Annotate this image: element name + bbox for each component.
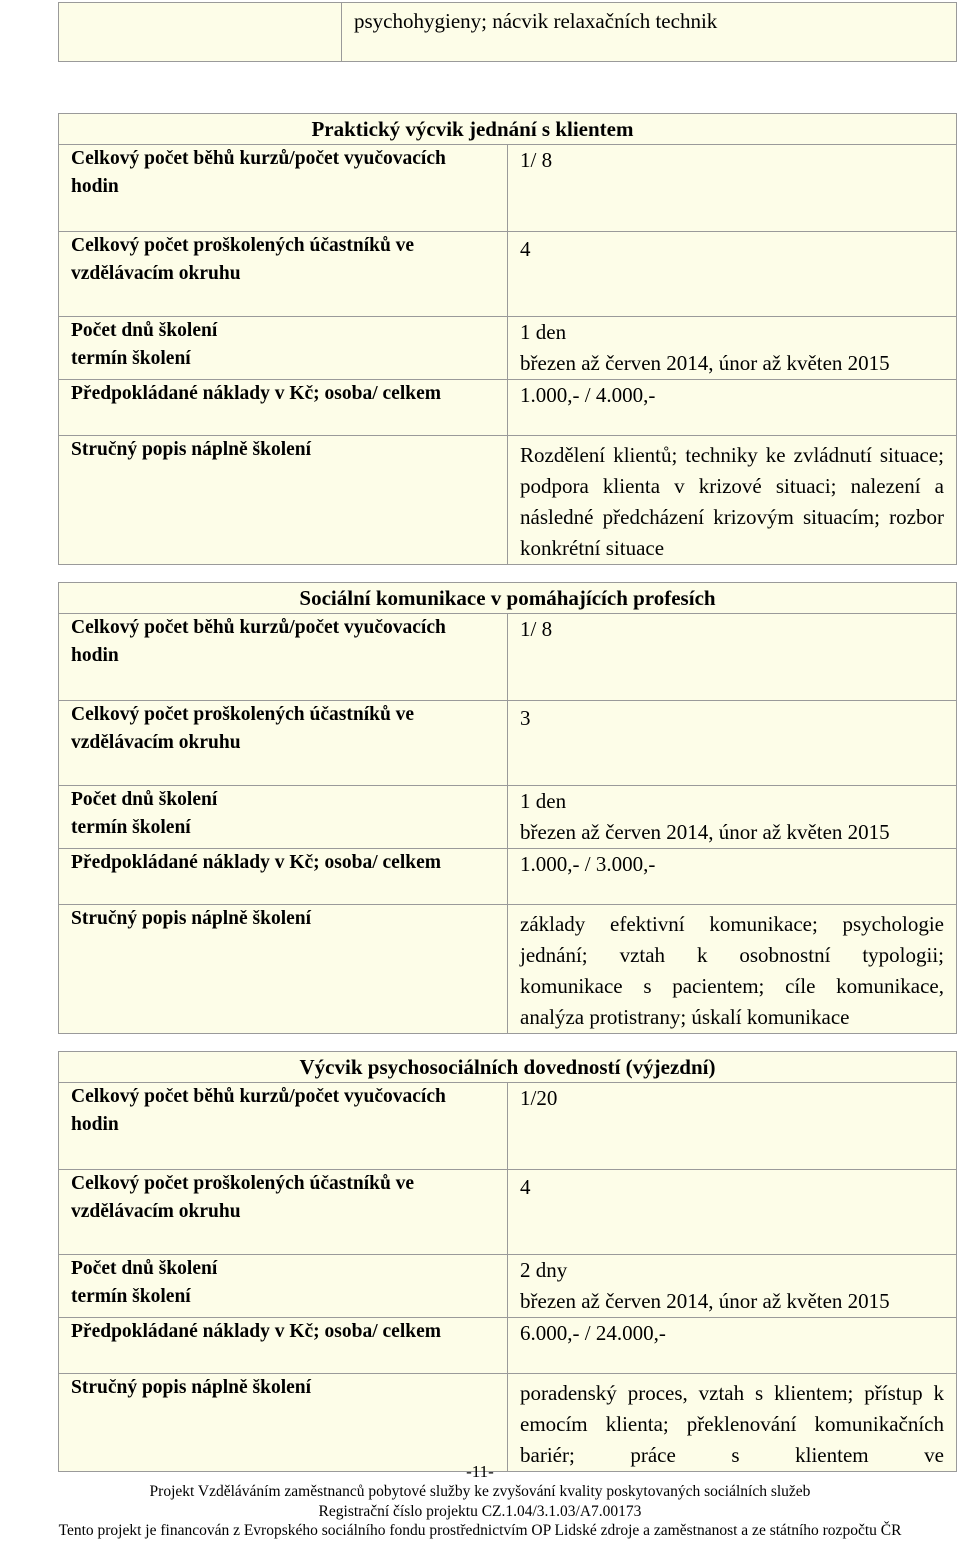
description-value: poradenský proces, vztah s klientem; přístup k emocím klienta; překlenování komunikačních bariér; práce s klientem ve — [508, 1374, 957, 1472]
footer-funding: Tento projekt je financován z Evropského sociálního fondu prostřednictvím OP Lidské zdroje a zaměstnanost a ze státního rozpočtu ČR — [58, 1522, 902, 1539]
participants-label: Celkový počet proškolených účastníků ve vzdělávacím okruhu — [59, 232, 508, 317]
days-value: 1 den — [520, 789, 567, 813]
runs-label: Celkový počet běhů kurzů/počet vyučovacích hodin — [59, 145, 508, 232]
days-label: Počet dnů školení — [71, 1258, 218, 1279]
term-value: březen až červen 2014, únor až květen 2015 — [520, 820, 890, 844]
term-label: termín školení — [71, 1286, 191, 1307]
days-value: 1 den — [520, 320, 567, 344]
participants-value: 3 — [508, 701, 957, 786]
costs-label: Předpokládané náklady v Kč; osoba/ celkem — [59, 380, 508, 436]
term-value: březen až červen 2014, únor až květen 2015 — [520, 351, 890, 375]
participants-label: Celkový počet proškolených účastníků ve vzdělávacím okruhu — [59, 1170, 508, 1255]
description-value: základy efektivní komunikace; psychologie jednání; vztah k osobnostní typologii; komunikace s pacientem; cíle komunikace, analýza protistrany; úskalí komunikace — [508, 905, 957, 1034]
course-table-2 — [58, 582, 957, 1034]
course-title: Praktický výcvik jednání s klientem — [59, 114, 957, 145]
days-label: Počet dnů školení — [71, 789, 218, 810]
runs-value: 1/ 8 — [508, 145, 957, 232]
description-label: Stručný popis náplně školení — [59, 905, 508, 1034]
description-label: Stručný popis náplně školení — [59, 1374, 508, 1472]
description-value: Rozdělení klientů; techniky ke zvládnutí situace; podpora klienta v krizové situaci; nalezení a následné předcházení krizovým situacím; rozbor konkrétní situace — [508, 436, 957, 565]
course-table-fragment — [58, 2, 957, 62]
footer-project: Projekt Vzděláváním zaměstnanců pobytové služby ke zvyšování kvality poskytovaných sociálních služeb — [149, 1483, 811, 1500]
runs-label: Celkový počet běhů kurzů/počet vyučovacích hodin — [59, 1083, 508, 1170]
course-table-1 — [58, 113, 957, 565]
term-value: březen až červen 2014, únor až květen 2015 — [520, 1289, 890, 1313]
days-value: 2 dny — [520, 1258, 568, 1282]
footer-registration: Registrační číslo projektu CZ.1.04/3.1.03/A7.00173 — [318, 1503, 642, 1520]
days-term-value — [508, 317, 957, 380]
days-term-label — [59, 1255, 508, 1318]
course-title: Sociální komunikace v pomáhajících profesích — [59, 583, 957, 614]
days-term-label — [59, 786, 508, 849]
costs-label: Předpokládané náklady v Kč; osoba/ celkem — [59, 1318, 508, 1374]
participants-value: 4 — [508, 1170, 957, 1255]
costs-label: Předpokládané náklady v Kč; osoba/ celkem — [59, 849, 508, 905]
participants-value: 4 — [508, 232, 957, 317]
course-table-3 — [58, 1051, 957, 1472]
course-title: Výcvik psychosociálních dovedností (výjezdní) — [59, 1052, 957, 1083]
days-term-value — [508, 1255, 957, 1318]
days-label: Počet dnů školení — [71, 320, 218, 341]
days-term-value — [508, 786, 957, 849]
costs-value: 1.000,- / 3.000,- — [508, 849, 957, 905]
runs-label: Celkový počet běhů kurzů/počet vyučovacích hodin — [59, 614, 508, 701]
description-label: Stručný popis náplně školení — [59, 436, 508, 565]
costs-value: 6.000,- / 24.000,- — [508, 1318, 957, 1374]
runs-value: 1/20 — [508, 1083, 957, 1170]
costs-value: 1.000,- / 4.000,- — [508, 380, 957, 436]
runs-value: 1/ 8 — [508, 614, 957, 701]
term-label: termín školení — [71, 817, 191, 838]
description-value: psychohygieny; nácvik relaxačních technik — [342, 3, 957, 62]
term-label: termín školení — [71, 348, 191, 369]
page-number: -11- — [466, 1462, 494, 1481]
days-term-label — [59, 317, 508, 380]
label-cell-empty — [59, 3, 342, 62]
participants-label: Celkový počet proškolených účastníků ve vzdělávacím okruhu — [59, 701, 508, 786]
